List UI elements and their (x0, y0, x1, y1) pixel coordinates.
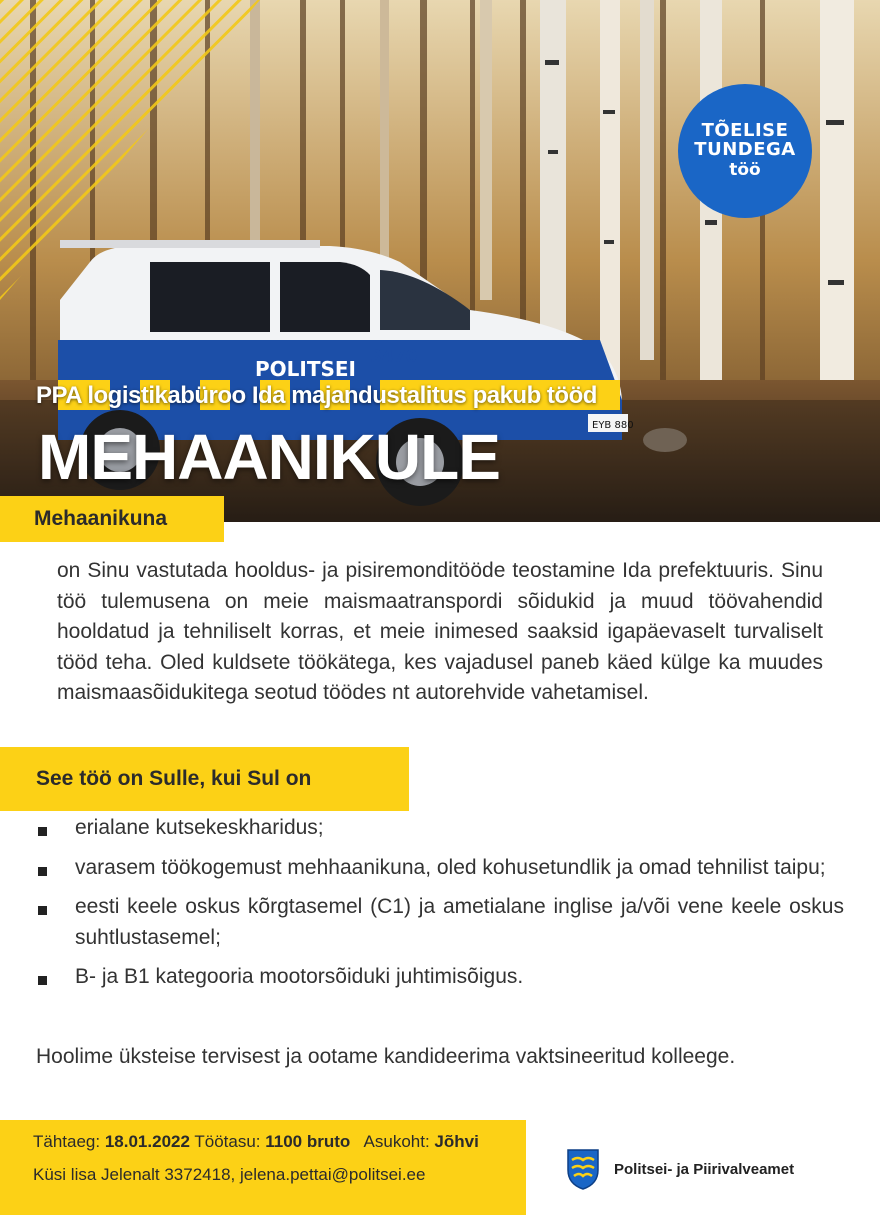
section-label-mehaanikuna: Mehaanikuna (0, 496, 224, 542)
deadline-value: 18.01.2022 (104, 1132, 190, 1151)
location-value: Jõhvi (434, 1132, 479, 1151)
closing-text: Hoolime üksteise tervisest ja ootame kandideerima vaktsineeritud kolleege. (36, 1045, 736, 1068)
coat-of-arms-icon (566, 1148, 600, 1190)
slogan-badge (678, 84, 812, 218)
list-item-text: B- ja B1 kategooria mootorsõiduki juhtimisõigus. (75, 965, 524, 988)
bullet-icon (38, 906, 47, 915)
job-details (33, 1132, 479, 1152)
van-marking: POLITSEI (255, 357, 356, 381)
badge-line-2: TUNDEGA (694, 139, 796, 161)
job-info-bar (0, 1120, 526, 1215)
subtitle: PPA logistikabüroo Ida majandustalitus pakub tööd (36, 382, 597, 409)
list-item (36, 813, 844, 844)
badge-line-1: TÕELISE (701, 120, 789, 142)
list-item-text: varasem töökogemust mehhaanikuna, oled kohusetundlik ja omad tehnilist taipu; (75, 855, 826, 879)
list-item (36, 892, 844, 953)
hero-image (0, 0, 880, 522)
deadline-label: Tähtaeg: (33, 1132, 101, 1151)
badge-line-3: töö (729, 159, 761, 180)
contact-info: Küsi lisa Jelenalt 3372418, jelena.pettai@politsei.ee (33, 1165, 426, 1184)
list-item (36, 962, 844, 993)
bullet-icon (38, 976, 47, 985)
page-title: MEHAANIKULE (38, 421, 500, 493)
list-item-text: erialane kutsekeskharidus; (75, 816, 324, 839)
van-plate: EYB 880 (592, 420, 634, 431)
organization-logo (566, 1148, 794, 1190)
location-label: Asukoht: (363, 1132, 430, 1151)
list-item (36, 853, 844, 884)
salary-label: Töötasu: (194, 1132, 261, 1151)
list-item-text: eesti keele oskus kõrgtasemel (C1) ja ametialane inglise ja/või vene keele oskus suhtlustasemel; (75, 895, 844, 949)
requirements-list (36, 813, 844, 1002)
role-description: on Sinu vastutada hooldus- ja pisiremonditööde teostamine Ida prefektuuris. Sinu töö tulemusena on meie maismaatranspordi sõidukid ja muud töövahendid hooldatud ja tehniliselt korras, et meie inimesed saaksid igapäevaselt turvaliselt tööd teha. Oled kuldsete töökätega, kes vajadusel paneb käed külge ka muudes maismaasõidukitega seotud töödes nt autorehvide vahetamisel. (57, 559, 823, 704)
salary-value: 1100 bruto (265, 1132, 351, 1151)
section-label-requirements: See töö on Sulle, kui Sul on (0, 747, 409, 811)
van-unit-number: 3470 (370, 347, 418, 367)
bullet-icon (38, 867, 47, 876)
organization-name: Politsei- ja Piirivalveamet (614, 1160, 795, 1178)
bullet-icon (38, 827, 47, 836)
